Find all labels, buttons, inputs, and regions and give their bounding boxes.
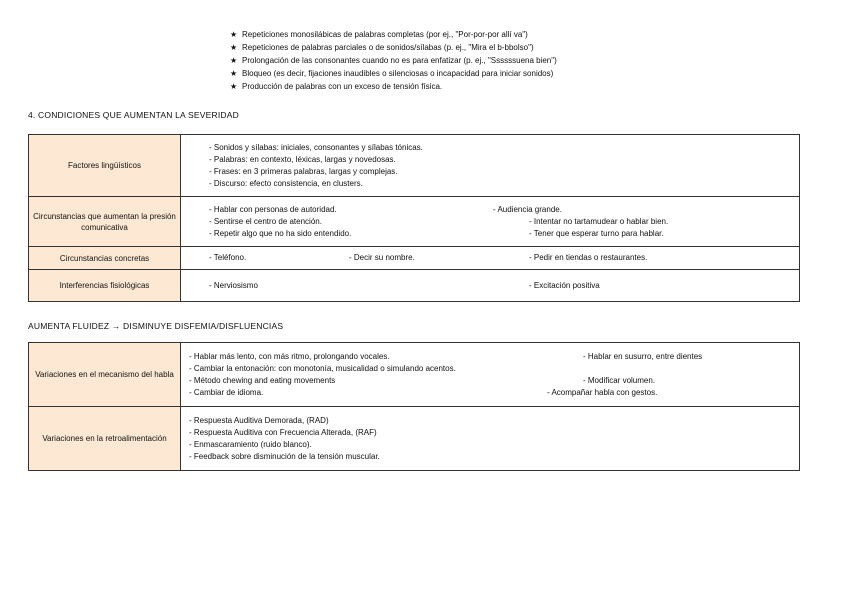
list-item: - Frases: en 3 primeras palabras, largas y complejas.: [209, 166, 398, 176]
section-heading-severity: 4. CONDICIONES QUE AUMENTAN LA SEVERIDAD: [28, 110, 239, 120]
star-icon: ★: [230, 82, 238, 91]
row-content: [181, 247, 800, 270]
list-item: - Tener que esperar turno para hablar.: [529, 228, 664, 238]
list-item: - Palabras: en contexto, léxicas, largas y novedosas.: [209, 154, 396, 164]
list-item: - Cambiar de idioma.: [189, 387, 264, 397]
table-row: [29, 247, 800, 270]
list-item: - Acompañar habla con gestos.: [547, 387, 658, 397]
row-label: Interferencias fisiológicas: [29, 270, 181, 302]
list-item: - Cambiar la entonación: con monotonía, musicalidad o simulando acentos.: [189, 363, 456, 373]
list-item: - Enmascaramiento (ruido blanco).: [189, 439, 312, 449]
list-item: - Repetir algo que no ha sido entendido.: [209, 228, 352, 238]
list-item: - Método chewing and eating movements: [189, 375, 336, 385]
section-heading-fluency: AUMENTA FLUIDEZ → DISMINUYE DISFEMIA/DISFLUENCIAS: [28, 321, 284, 331]
list-item: - Decir su nombre.: [349, 253, 415, 262]
list-item: - Discurso: efecto consistencia, en clusters.: [209, 178, 363, 188]
list-item: - Hablar con personas de autoridad.: [209, 204, 337, 214]
list-item: - Pedir en tiendas o restaurantes.: [529, 253, 648, 262]
symptom-bullet-list: [230, 28, 557, 93]
row-label: Variaciones en la retroalimentación: [29, 407, 181, 471]
list-item: - Nerviosismo: [209, 280, 258, 290]
list-item: - Modificar volumen.: [583, 375, 656, 385]
list-item: - Sonidos y sílabas: iniciales, consonantes y sílabas tónicas.: [209, 142, 423, 152]
table-row: [29, 135, 800, 197]
bullet-item: ★ Prolongación de las consonantes cuando no es para enfatizar (p. ej., "Ssssssuena bien"): [230, 56, 557, 65]
table-row: [29, 343, 800, 407]
table-row: [29, 197, 800, 247]
star-icon: ★: [230, 30, 238, 39]
bullet-item: ★ Bloqueo (es decir, fijaciones inaudibles o silenciosas o incapacidad para iniciar sonidos): [230, 69, 554, 78]
row-label: Circunstancias que aumentan la presión comunicativa: [29, 197, 181, 247]
bullet-item: ★ Repeticiones monosilábicas de palabras completas (por ej., "Por-por-por allí va"): [230, 30, 528, 39]
list-item: - Hablar más lento, con más ritmo, prolongando vocales.: [189, 351, 390, 361]
list-item: - Respuesta Auditiva Demorada, (RAD): [189, 415, 329, 425]
row-content: [181, 343, 800, 407]
star-icon: ★: [230, 56, 238, 65]
list-item: - Excitación positiva: [529, 280, 600, 290]
table-row: [29, 407, 800, 471]
star-icon: ★: [230, 43, 238, 52]
list-item: - Feedback sobre disminución de la tensión muscular.: [189, 451, 380, 461]
row-content: [181, 270, 800, 302]
list-item: - Respuesta Auditiva con Frecuencia Alterada, (RAF): [189, 427, 377, 437]
list-item: - Sentirse el centro de atención.: [209, 216, 322, 226]
severity-table: [28, 134, 800, 302]
list-item: - Hablar en susurro, entre dientes: [583, 351, 703, 361]
bullet-item: ★ Producción de palabras con un exceso de tensión física.: [230, 82, 443, 91]
star-icon: ★: [230, 69, 238, 78]
list-item: - Teléfono.: [209, 253, 247, 262]
row-label: Variaciones en el mecanismo del habla: [29, 343, 181, 407]
row-content: [181, 135, 800, 197]
list-item: - Intentar no tartamudear o hablar bien.: [529, 216, 669, 226]
table-row: [29, 270, 800, 302]
row-label: Factores lingüísticos: [29, 135, 181, 197]
fluency-table: [28, 342, 800, 471]
bullet-item: ★ Repeticiones de palabras parciales o de sonidos/sílabas (p. ej., "Mira el b-bbolso"): [230, 43, 534, 52]
row-content: [181, 197, 800, 247]
list-item: - Audiencia grande.: [493, 204, 562, 214]
row-label: Circunstancias concretas: [29, 247, 181, 270]
row-content: [181, 407, 800, 471]
